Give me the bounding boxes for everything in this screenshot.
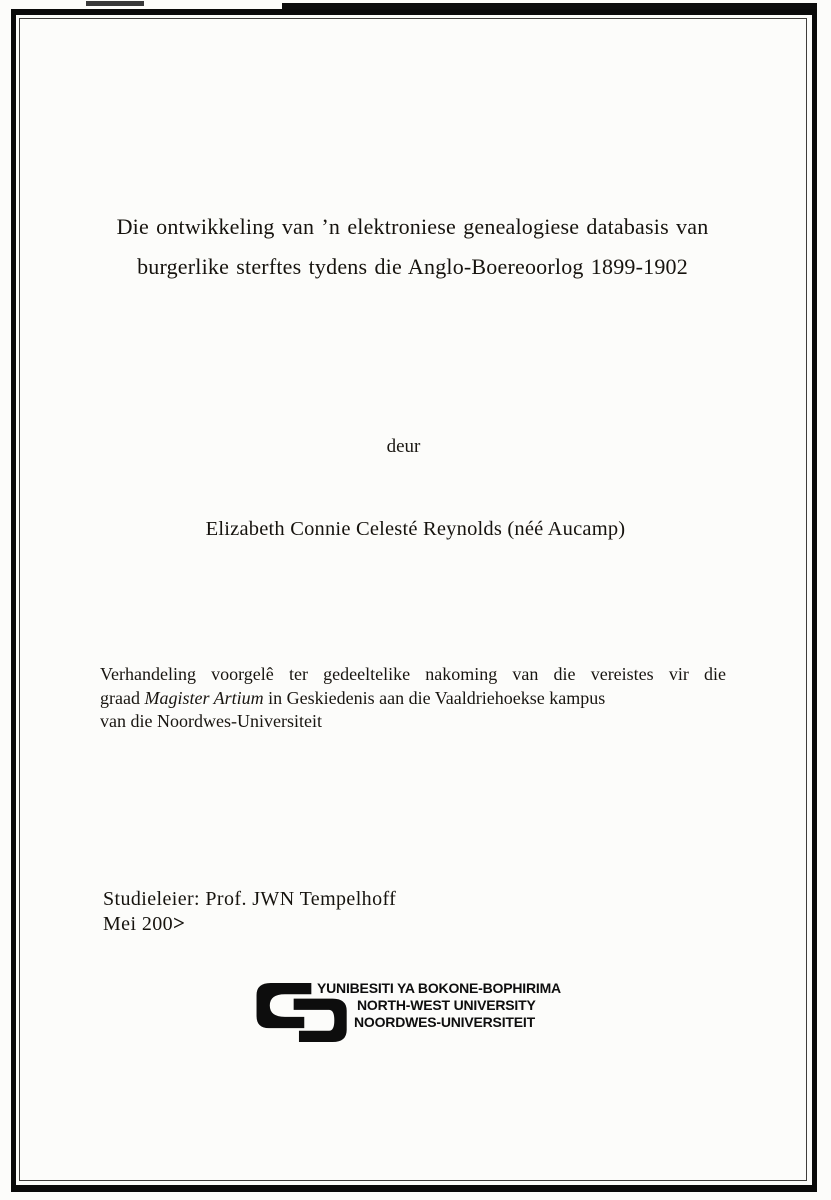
statement-line-2-prefix: graad [100,687,145,708]
nwu-logo [253,974,583,1054]
degree-name-italic: Magister Artium [144,687,264,708]
title-line-2: burgerlike sterftes tydens die Anglo-Boereoorlog 1899-1902 [137,254,688,279]
statement-line-1: Verhandeling voorgelê ter gedeeltelike nakoming van die vereistes vir die [100,664,726,684]
date-glyph: > [173,910,185,935]
author-name: Elizabeth Connie Celesté Reynolds (néé Aucamp) [205,518,626,540]
byline-label: deur [386,436,421,457]
logo-line-afrikaans: NOORDWES-UNIVERSITEIT [354,1014,535,1030]
supervisor-line: Studieleier: Prof. JWN Tempelhoff [103,888,397,910]
scan-artifact [86,1,144,6]
logo-line-english: NORTH-WEST UNIVERSITY [357,997,536,1013]
title-line-1: Die ontwikkeling van ’n elektroniese genealogiese databasis van [116,214,709,239]
statement-line-3: van die Noordwes-Universiteit [100,711,322,731]
thesis-title [60,207,765,287]
statement-line-2 [100,687,726,711]
degree-statement [100,663,726,734]
supervisor-block [103,888,396,936]
logo-line-setswana: YUNIBESITI YA BOKONE-BOPHIRIMA [317,980,561,996]
date-line [103,912,396,937]
date-prefix: Mei 200 [103,912,174,935]
statement-line-2-suffix: in Geskiedenis aan die Vaaldriehoekse kampus [263,687,606,708]
